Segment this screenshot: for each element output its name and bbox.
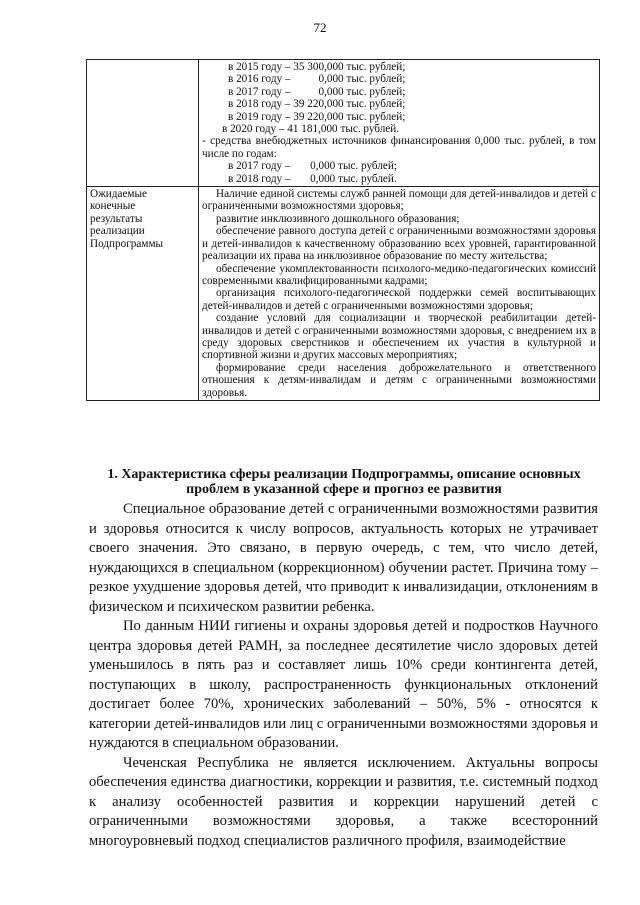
financing-row <box>87 60 600 187</box>
result-item: формирование среди населения доброжелательного и ответственного отношения к детям-инвалидам и детям с ограниченными возможностями здоровья. <box>202 361 596 399</box>
financing-line: в 2019 году – 39 220,000 тыс. рублей; <box>228 110 406 123</box>
extrabudget-line: в 2018 году – 0,000 тыс. рублей. <box>228 172 397 185</box>
page-number: 72 <box>313 20 327 35</box>
paragraph: По данным НИИ гигиены и охраны здоровья детей и подростков Научного центра здоровья детей РАМН, за последнее десятилетие число здоровых детей уменьшилось в пять раз и составляет лишь 10% среди контингента детей, поступающих в школу, распространенность функциональных отклонений достигает более 70%, хронических заболеваний – 50%, 5% - относятся к категории детей-инвалидов или лиц с ограниченными возможностями здоровья и нуждаются в специальном образовании. <box>89 618 598 751</box>
results-label-line: результаты <box>90 212 143 225</box>
results-content-cell <box>199 187 600 401</box>
paragraph: Специальное образование детей с ограниченными возможностями развития и здоровья относится к числу вопросов, актуальность которых не утрачивает своего значения. Это связано, в первую очередь, с тем, что число детей, нуждающихся в специальном (коррекционном) обучении растет. Причина тому – резкое ухудшение здоровья детей, что приводит к инвализидации, отклонениям в физическом и психическом развитии ребенка. <box>89 501 598 615</box>
result-item: организация психолого-педагогической поддержки семей воспитывающих детей-инвалидов и детей с ограниченными возможностями здоровья; <box>202 287 596 312</box>
result-item: развитие инклюзивного дошкольного образования; <box>216 212 460 225</box>
financing-line: в 2015 году – 35 300,000 тыс. рублей; <box>228 61 406 73</box>
section-title: 1. Характеристика сферы реализации Подпрограммы, описание основных проблем в указанной сфере и прогноз ее развития <box>107 467 581 497</box>
extrabudget-line: в 2017 году – 0,000 тыс. рублей; <box>228 160 397 173</box>
body-text <box>89 500 598 851</box>
results-label-cell <box>87 187 199 401</box>
result-item: обеспечение укомплектованности психолого-медико-педагогических комиссий современными квалифицированными кадрами; <box>202 262 596 287</box>
result-item: создание условий для социализации и творческой реабилитации детей-инвалидов и детей с ограниченными возможностями здоровья, с внедрением их в среду здоровых сверстников и обеспечением их участия в культурной и спортивной жизни и других массовых мероприятиях; <box>202 312 596 362</box>
results-label-line: Подпрограммы <box>90 237 164 250</box>
results-row <box>87 187 600 401</box>
results-label-line: Ожидаемые <box>90 188 147 201</box>
paragraph: Чеченская Республика не является исключением. Актуальны вопросы обеспечения единства диагностики, коррекции и развития, т.е. системный подход к анализу особенностей развития и коррекции нарушений детей с ограниченными возможностями здоровья, а также всесторонний многоуровневый подход специалистов различного профиля, взаимодействие <box>89 754 598 849</box>
financing-line: в 2020 году – 41 181,000 тыс. рублей. <box>222 123 400 136</box>
results-label-line: реализации <box>90 225 145 238</box>
financing-label-cell <box>87 60 199 187</box>
result-item: обеспечение равного доступа детей с ограниченными возможностями здоровья и детей-инвалидов к качественному образованию всех уровней, гарантированной реализации их права на инклюзивное образование по месту жительства; <box>202 225 596 263</box>
result-item: Наличие единой системы служб ранней помощи для детей-инвалидов и детей с ограниченными возможностями здоровья; <box>202 188 596 213</box>
financing-content-cell <box>199 60 600 187</box>
financing-line: в 2016 году – 0,000 тыс. рублей; <box>228 73 406 86</box>
financing-line: в 2017 году – 0,000 тыс. рублей; <box>228 85 406 98</box>
extrabudget-text: - средства внебюджетных источников финансирования 0,000 тыс. рублей, в том числе по годам: <box>202 135 596 160</box>
program-passport-table <box>86 59 600 401</box>
financing-line: в 2018 году – 39 220,000 тыс. рублей; <box>228 98 406 111</box>
results-label-line: конечные <box>90 200 136 213</box>
